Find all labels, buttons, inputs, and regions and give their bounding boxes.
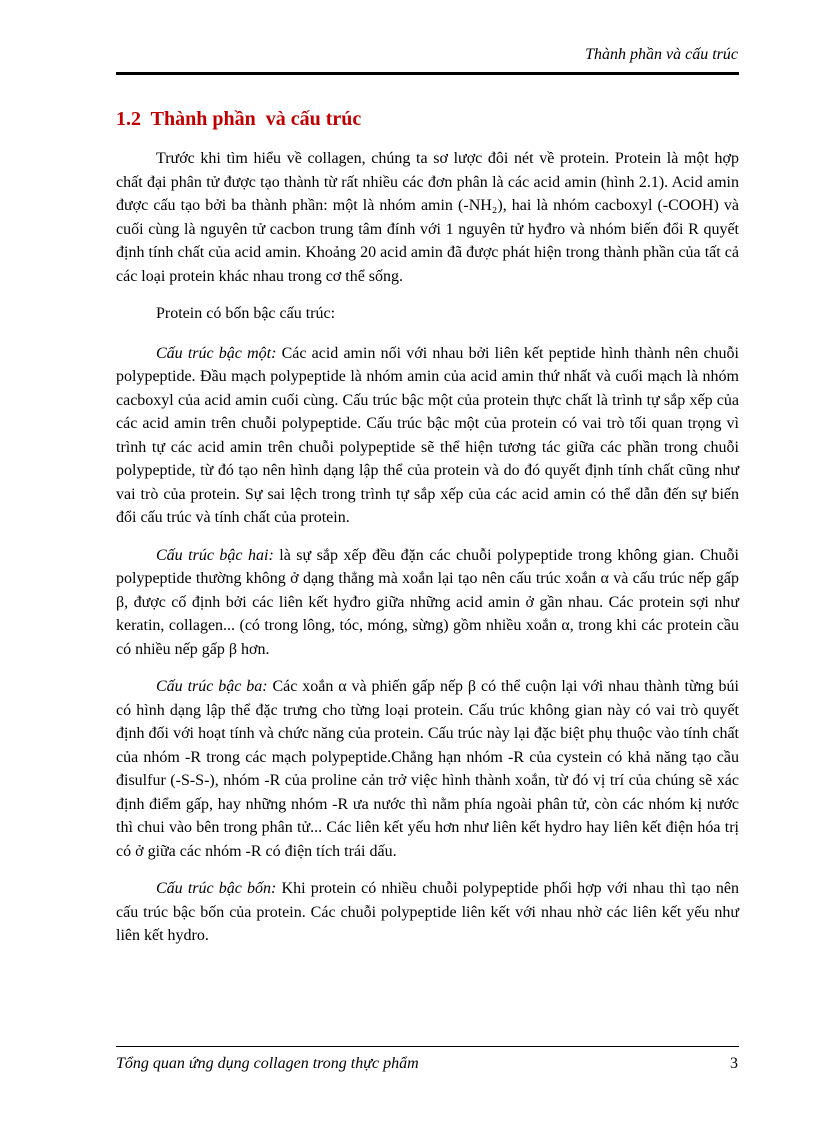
secondary-structure-label: Cấu trúc bậc hai: bbox=[156, 546, 274, 564]
quaternary-structure-text: Khi protein có nhiều chuỗi polypeptide phối hợp với nhau thì tạo nên cấu trúc bậc bốn của protein. Các chuỗi polypeptide liên kết với nhau nhờ các liên kết yếu như liên kết hydro. bbox=[116, 880, 740, 944]
paragraph-primary-structure bbox=[116, 342, 739, 530]
running-header-title: Thành phần và cấu trúc bbox=[585, 46, 738, 63]
paragraph-tertiary-structure bbox=[116, 675, 739, 863]
primary-structure-label: Cấu trúc bậc một: bbox=[156, 344, 277, 362]
tertiary-structure-label: Cấu trúc bậc ba: bbox=[156, 678, 268, 695]
footer-divider bbox=[116, 1046, 739, 1047]
footer-book-title: Tổng quan ứng dụng collagen trong thực phẩm bbox=[116, 1055, 419, 1072]
primary-structure-text: Các acid amin nối với nhau bởi liên kết peptide hình thành nên chuỗi polypeptide. Đầu mạch polypeptide là nhóm amin của acid amin thứ nhất và cuối mạch là nhóm cacboxyl của acid amin cuối cùng. Cấu trúc bậc một của protein thực chất là trình tự sắp xếp của các acid amin trên chuỗi polypeptide. Cấu trúc bậc một của protein có vai trò tối quan trọng vì trình tự các acid amin trên chuỗi polypeptide sẽ thể hiện tương tác giữa các phần trong chuỗi polypeptide, từ đó tạo nên hình dạng lập thể của protein và do đó quyết định tính chất cũng như vai trò của protein. Sự sai lệch trong trình tự sắp xếp của các acid amin có thể dẫn đến sự biến đổi cấu trúc và tính chất của protein. bbox=[116, 344, 739, 526]
body-text bbox=[116, 147, 739, 962]
paragraph-secondary-structure bbox=[116, 544, 739, 662]
tertiary-structure-text: Các xoắn α và phiến gấp nếp β có thể cuộn lại với nhau thành từng búi có hình dạng lập thể đặc trưng cho từng loại protein. Cấu trúc không gian này có vai trò quyết định đối với hoạt tính và chức năng của protein. Cấu trúc này lại đặc biệt phụ thuộc vào tính chất của nhóm -R trong các mạch polypeptide.Chẳng hạn nhóm -R của cystein có khả năng tạo cầu đisulfur (-S-S-), nhóm -R của proline cản trở việc hình thành xoắn, từ đó vị trí của chúng sẽ xác định điểm gấp, hay những nhóm -R ưa nước thì nằm phía ngoài phân tử, còn các nhóm kị nước thì chui vào bên trong phân tử... Các liên kết yếu hơn như liên kết hydro hay liên kết điện hóa trị có ở giữa các nhóm -R có điện tích trái dấu. bbox=[116, 678, 739, 860]
paragraph-levels-intro: Protein có bốn bậc cấu trúc: bbox=[156, 305, 336, 322]
secondary-structure-text: là sự sắp xếp đều đặn các chuỗi polypeptide trong không gian. Chuỗi polypeptide thường không ở dạng thẳng mà xoắn lại tạo nên cấu trúc xoắn α và cấu trúc nếp gấp β, được cố định bởi các liên kết hyđro giữa những acid amin ở gần nhau. Các protein sợi như keratin, collagen... (có trong lông, tóc, móng, sừng) gồm nhiều xoắn α, trong khi các protein cầu có nhiều nếp gấp β hơn. bbox=[116, 546, 739, 658]
paragraph-quaternary-structure bbox=[116, 877, 739, 948]
quaternary-structure-label: Cấu trúc bậc bốn: bbox=[156, 880, 277, 897]
paragraph-intro: Trước khi tìm hiểu về collagen, chúng ta sơ lược đôi nét về protein. Protein là một hợp chất đại phân tử được tạo thành từ rất nhiều các đơn phân là các acid amin (hình 2.1). Acid amin được cấu tạo bởi ba thành phần: một là nhóm amin (-NH₂), hai là nhóm cacboxyl (-COOH) và cuối cùng là nguyên tử cacbon trung tâm đính với 1 nguyên tử hyđro và nhóm biến đổi R quyết định tính chất của acid amin. Khoảng 20 acid amin đã được phát hiện trong thành phần của tất cả các loại protein khác nhau trong cơ thể sống. bbox=[116, 150, 739, 285]
header-divider bbox=[116, 72, 739, 75]
page-number: 3 bbox=[730, 1055, 738, 1072]
section-heading: 1.2 Thành phần và cấu trúc bbox=[116, 108, 362, 130]
